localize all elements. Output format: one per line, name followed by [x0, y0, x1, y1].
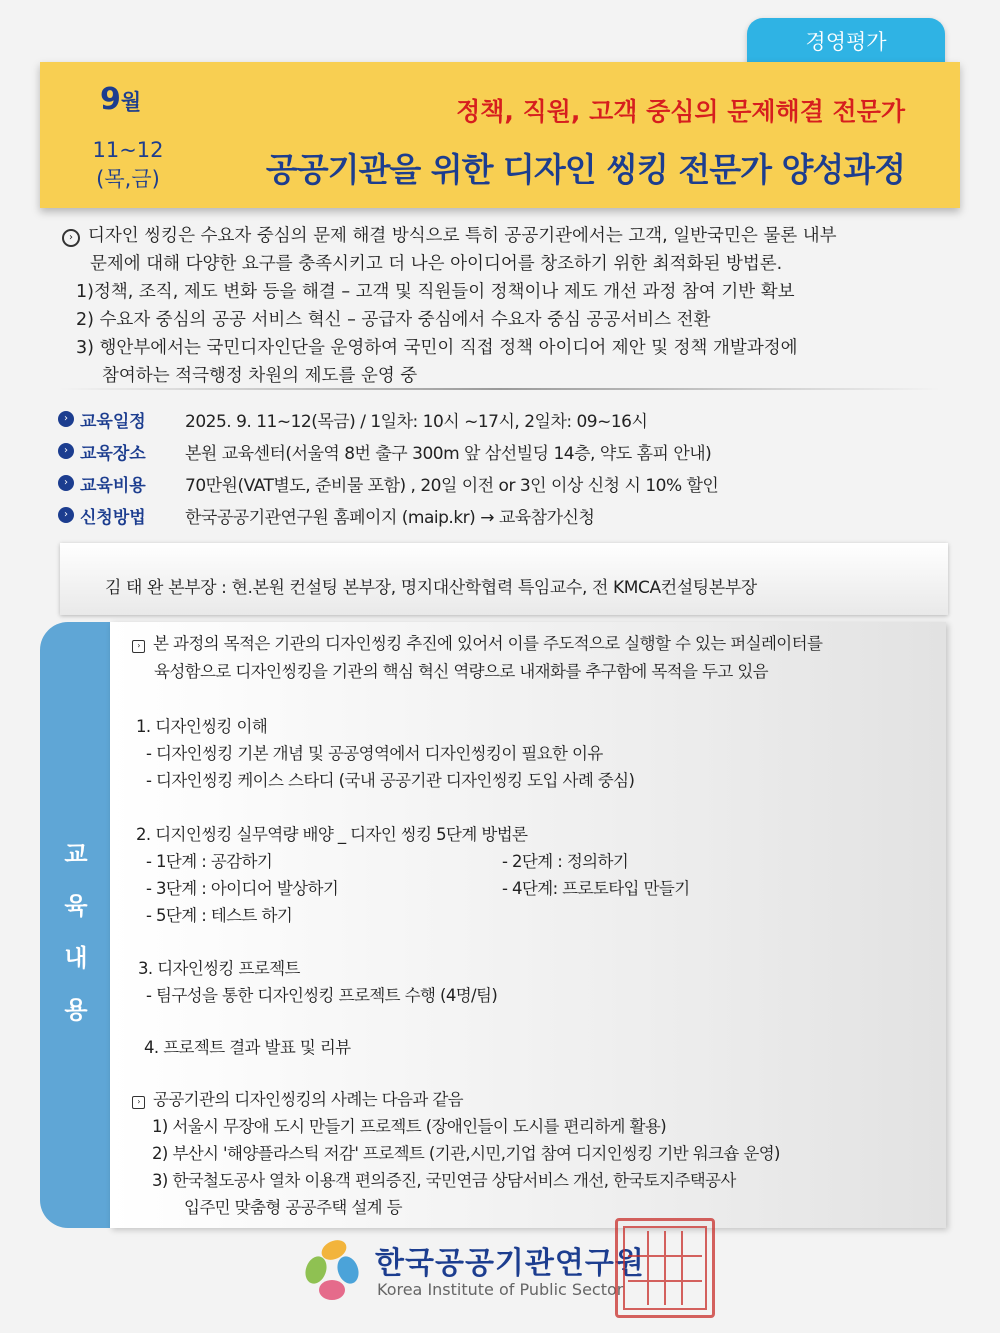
- section-2-title: 2. 디지인씽킹 실무역량 배양 _ 디자인 씽킹 5단계 방법론: [136, 825, 528, 844]
- info-schedule: [58, 406, 958, 438]
- info-location: [58, 438, 958, 470]
- info-label: 교육비용: [80, 476, 146, 496]
- step-5: - 5단계 : 테스트 하기: [146, 906, 293, 925]
- section-3-title: 3. 디자인씽킹 프로젝트: [138, 959, 300, 978]
- chevron-right-icon: ›: [58, 507, 74, 523]
- instructor-info: 김 태 완 본부장 : 현.본원 컨설팅 본부장, 명지대산학협력 특임교수, 전 KMCA컨설팅본부장: [105, 578, 757, 598]
- case-1: 1) 서울시 무장애 도시 만들기 프로젝트 (장애인들이 도시를 편리하게 활용): [152, 1117, 667, 1136]
- case-2: 2) 부산시 '해양플라스틱 저감' 프로젝트 (기관,시민,기업 참여 디지인씽킹 기반 워크숍 운영): [152, 1144, 780, 1163]
- info-label: 신청방법: [80, 508, 146, 528]
- circle-arrow-icon: ›: [62, 229, 80, 247]
- square-arrow-icon: ›: [132, 640, 145, 653]
- intro-item-2: 2) 수요자 중심의 공공 서비스 혁신 – 공급자 중심에서 수요자 중심 공공서비스 전환: [76, 310, 711, 330]
- cases-intro: › 공공기관의 디자인씽킹의 사례는 다음과 같음: [132, 1086, 463, 1110]
- purpose-line-2: 육성함으로 디자인씽킹을 기관의 핵심 혁신 역량으로 내재화를 추구함에 목적을 두고 있음: [154, 662, 768, 681]
- official-seal-stamp: [615, 1218, 715, 1318]
- course-month: 9월: [100, 82, 142, 117]
- info-value: 한국공공기관연구원 홈페이지 (maip.kr) → 교육참가신청: [185, 508, 595, 528]
- section-3-item: - 팀구성을 통한 디자인씽킹 프로젝트 수행 (4명/팀): [146, 986, 498, 1005]
- course-info-list: [58, 406, 958, 534]
- course-weekday: (목,금): [96, 167, 160, 191]
- step-1: - 1단계 : 공감하기: [146, 852, 273, 871]
- info-label: 교육장소: [80, 444, 146, 464]
- instructor-bar: [60, 543, 948, 615]
- institute-name-english: Korea Institute of Public Sector: [377, 1280, 624, 1299]
- side-char: 육: [64, 892, 88, 920]
- info-fee: [58, 470, 958, 502]
- course-introduction: [62, 222, 942, 390]
- course-header-banner: [40, 62, 960, 208]
- case-3: 3) 한국철도공사 열차 이용객 편의증진, 국민연금 상담서비스 개선, 한국토지주택공사: [152, 1171, 736, 1190]
- step-2: - 2단계 : 정의하기: [502, 852, 629, 871]
- section-divider: [60, 388, 940, 390]
- square-arrow-icon: ›: [132, 1096, 145, 1109]
- purpose-line-1: › 본 과정의 목적은 기관의 디자인씽킹 추진에 있어서 이를 주도적으로 실행할 수 있는 퍼실레이터를: [132, 630, 822, 654]
- step-3: - 3단계 : 아이디어 발상하기: [146, 879, 339, 898]
- institute-name-korean: 한국공공기관연구원: [375, 1246, 645, 1281]
- category-tab: 경영평가: [747, 18, 945, 72]
- institute-logo-icon: [298, 1234, 368, 1304]
- case-3-cont: 입주민 맞춤형 공공주택 설계 등: [184, 1198, 402, 1217]
- info-value: 70만원(VAT별도, 준비물 포함) , 20일 이전 or 3인 이상 신청 시 10% 할인: [185, 476, 719, 496]
- side-char: 내: [64, 944, 88, 972]
- chevron-right-icon: ›: [58, 443, 74, 459]
- intro-line-1: › 디자인 씽킹은 수요자 중심의 문제 해결 방식으로 특히 공공기관에서는 고객, 일반국민은 물론 내부: [62, 222, 942, 250]
- intro-item-3: 3) 행안부에서는 국민디자인단을 운영하여 국민이 직접 정책 아이디어 제안 및 정책 개발과정에: [76, 338, 798, 358]
- step-4: - 4단계: 프로토타입 만들기: [502, 879, 690, 898]
- section-4-title: 4. 프로젝트 결과 발표 및 리뷰: [144, 1038, 351, 1057]
- chevron-right-icon: ›: [58, 475, 74, 491]
- course-subtitle: 정책, 직원, 고객 중심의 문제해결 전문가: [456, 97, 905, 126]
- content-side-label: [40, 828, 112, 1036]
- info-value: 본원 교육센터(서울역 8번 출구 300m 앞 삼선빌딩 14층, 약도 홈피 안내): [185, 444, 712, 464]
- info-application: [58, 502, 958, 534]
- course-dates: [88, 136, 168, 194]
- section-1-item: - 디자인씽킹 기본 개념 및 공공영역에서 디자인씽킹이 필요한 이유: [146, 744, 603, 763]
- info-value: 2025. 9. 11~12(목금) / 1일차: 10시 ~17시, 2일차: 09~16시: [185, 412, 648, 432]
- intro-item-1: 1)정책, 조직, 제도 변화 등을 해결 – 고객 및 직원들이 정책이나 제도 개선 과정 참여 기반 확보: [76, 282, 795, 302]
- side-char: 교: [64, 840, 88, 868]
- intro-line-2: 문제에 대해 다양한 요구를 충족시키고 더 나은 아이디어를 창조하기 위한 최적화된 방법론.: [90, 254, 783, 274]
- side-char: 용: [64, 996, 88, 1024]
- intro-item-3-cont: 참여하는 적극행정 차원의 제도를 운영 중: [102, 366, 418, 386]
- section-1-title: 1. 디자인씽킹 이해: [136, 717, 268, 736]
- course-title: 공공기관을 위한 디자인 씽킹 전문가 양성과정: [265, 150, 905, 189]
- chevron-right-icon: ›: [58, 411, 74, 427]
- section-1-item: - 디자인씽킹 케이스 스타디 (국내 공공기관 디자인씽킹 도입 사례 중심): [146, 771, 635, 790]
- info-label: 교육일정: [80, 412, 146, 432]
- course-days: 11~12: [92, 138, 164, 162]
